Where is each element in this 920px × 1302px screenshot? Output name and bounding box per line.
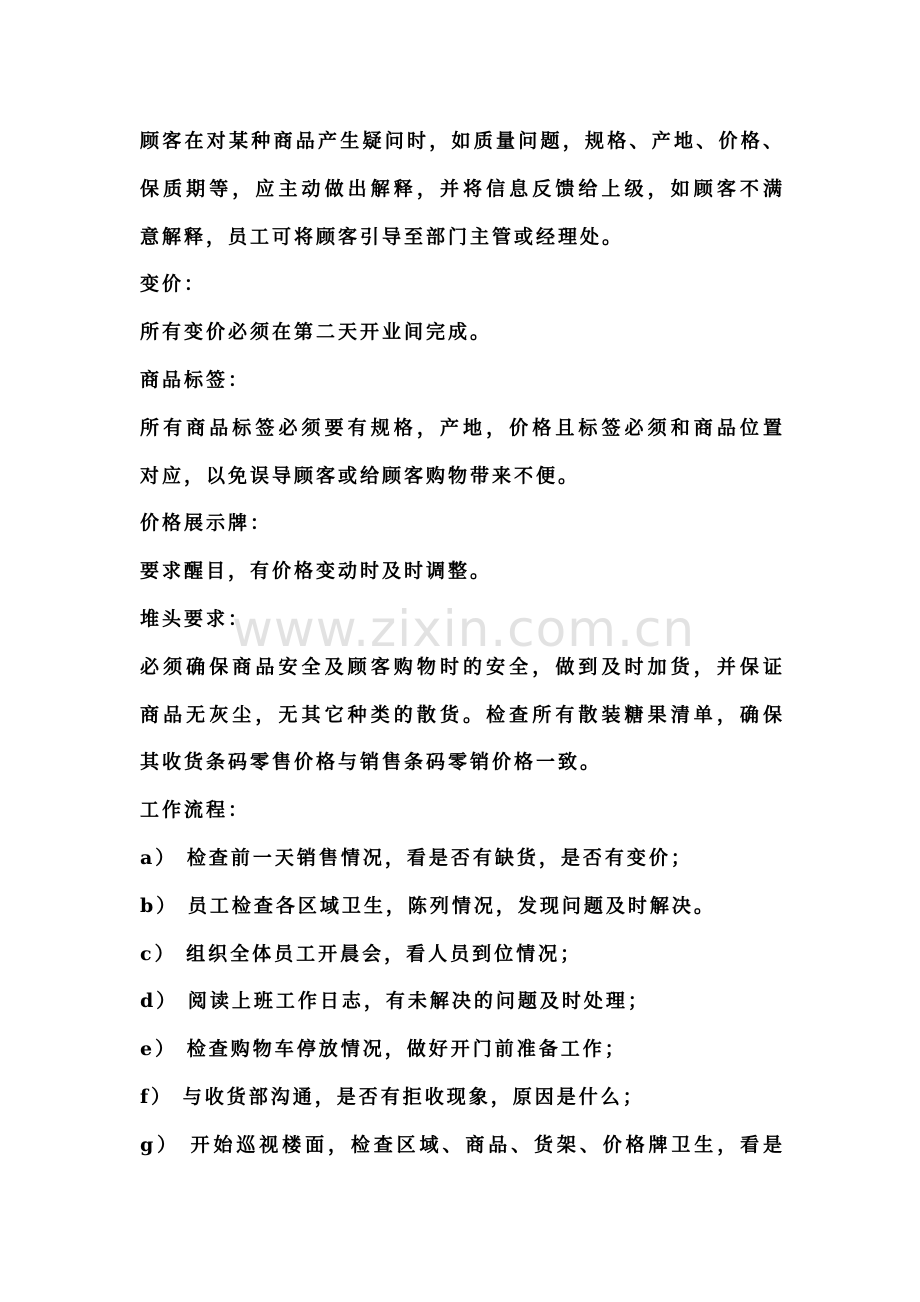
section-heading-price-change: 变价： — [140, 273, 207, 296]
text-line: 商品无灰尘，无其它种类的散货。检查所有散装糖果清单，确保 — [140, 703, 785, 726]
list-item: g） 开始巡视楼面，检查区域、商品、货架、价格牌卫生，看是 — [140, 1133, 785, 1156]
text-line: 其收货条码零售价格与销售条码零销价格一致。 — [140, 751, 603, 774]
text-line: 对应，以免误导顾客或给顾客购物带来不便。 — [140, 464, 581, 487]
section-heading-endcap: 堆头要求： — [140, 607, 251, 630]
list-item: d） 阅读上班工作日志，有未解决的问题及时处理； — [140, 990, 650, 1013]
list-item: b） 员工检查各区域卫生，陈列情况，发现问题及时解决。 — [140, 894, 716, 917]
watermark: www.zixin.com.cn — [232, 600, 696, 658]
text-line: 保质期等，应主动做出解释，并将信息反馈给上级，如顾客不满 — [140, 177, 785, 200]
list-item: e） 检查购物车停放情况，做好开门前准备工作； — [140, 1038, 627, 1061]
section-heading-workflow: 工作流程： — [140, 799, 251, 822]
text-line: 所有商品标签必须要有规格，产地，价格且标签必须和商品位置 — [140, 416, 785, 439]
text-line: 所有变价必须在第二天开业间完成。 — [140, 321, 493, 344]
text-line: 要求醒目，有价格变动时及时调整。 — [140, 560, 493, 583]
list-item: c） 组织全体员工开晨会，看人员到位情况； — [140, 942, 583, 965]
document-body — [140, 118, 785, 1170]
list-item: f） 与收货部沟通，是否有拒收现象，原因是什么； — [140, 1085, 645, 1108]
text-line: 顾客在对某种商品产生疑问时，如质量问题，规格、产地、价格、 — [140, 130, 785, 152]
text-line: 意解释，员工可将顾客引导至部门主管或经理处。 — [140, 225, 625, 248]
list-item: a） 检查前一天销售情况，看是否有缺货，是否有变价； — [140, 846, 693, 869]
section-heading-product-label: 商品标签： — [140, 368, 251, 391]
text-line: 必须确保商品安全及顾客购物时的安全，做到及时加货，并保证 — [140, 655, 785, 678]
section-heading-price-board: 价格展示牌： — [140, 512, 273, 535]
